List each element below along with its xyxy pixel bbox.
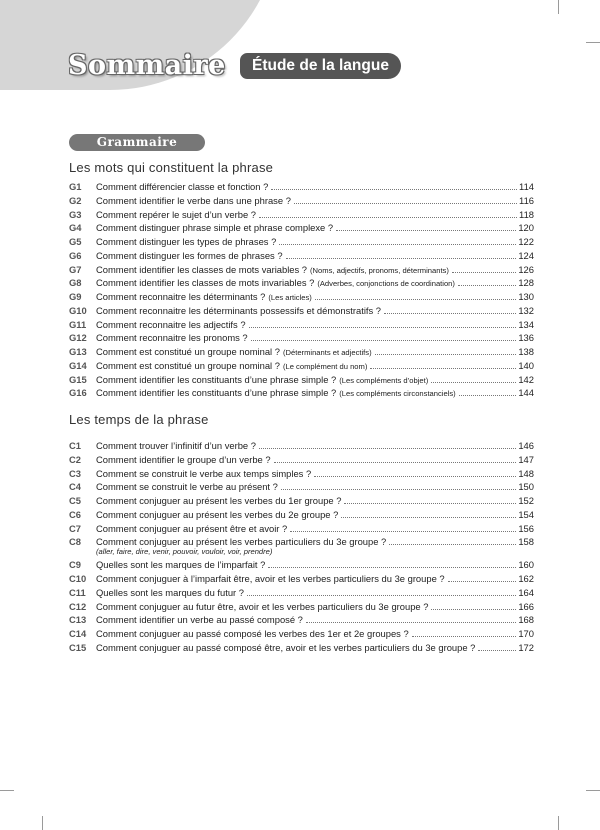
- dot-leader: [294, 203, 517, 204]
- group-title: Les temps de la phrase: [69, 412, 209, 427]
- dot-leader: [268, 567, 516, 568]
- entry-page-number: 164: [518, 586, 534, 598]
- toc-entry[interactable]: [69, 181, 534, 195]
- crop-mark: [586, 42, 600, 43]
- entry-page-number: 158: [518, 536, 534, 548]
- entry-note: (Le complément du nom): [282, 361, 368, 371]
- dot-leader: [370, 368, 516, 369]
- entry-code: C6: [69, 508, 81, 520]
- toc-entry[interactable]: [69, 642, 534, 656]
- entry-page-number: 140: [518, 359, 534, 371]
- dot-leader: [274, 462, 517, 463]
- entry-title: Comment identifier les classes de mots invariables ?: [96, 277, 315, 289]
- entry-page-number: 162: [518, 573, 534, 584]
- entry-page-number: 138: [518, 346, 534, 357]
- entry-code: G8: [69, 277, 82, 289]
- entry-title: Comment conjuguer au présent les verbes du 1er groupe ?: [96, 495, 342, 506]
- entry-note: (Les articles): [268, 293, 312, 302]
- toc-entry[interactable]: [69, 195, 534, 209]
- entry-title: Comment identifier un verbe au passé composé ?: [96, 614, 303, 626]
- crop-mark: [586, 790, 600, 791]
- entry-title: Comment identifier le groupe d’un verbe ?: [96, 453, 271, 465]
- dot-leader: [279, 244, 516, 245]
- dot-leader: [448, 581, 517, 582]
- entry-code: C4: [69, 481, 81, 493]
- entry-code: C9: [69, 559, 81, 571]
- toc-entry[interactable]: [69, 291, 534, 305]
- entry-page-number: 148: [518, 467, 534, 479]
- entry-title: Comment conjuguer au futur être, avoir et les verbes particuliers du 3e groupe ?: [96, 600, 429, 612]
- dot-leader: [459, 395, 517, 396]
- dot-leader: [431, 609, 516, 610]
- entry-title: Quelles sont les marques du futur ?: [96, 586, 244, 598]
- entry-title: Comment distinguer les types de phrases ?: [96, 236, 277, 247]
- entry-title: Comment conjuguer au présent les verbes particuliers du 3e groupe ?: [96, 536, 387, 548]
- entry-title: Comment reconnaitre les déterminants ?: [96, 291, 266, 302]
- entry-title: Comment reconnaitre les adjectifs ?: [96, 318, 246, 330]
- toc-entry[interactable]: [69, 250, 534, 264]
- entry-page-number: 124: [518, 249, 534, 261]
- entry-code: C5: [69, 495, 81, 506]
- crop-mark: [42, 816, 43, 830]
- entry-code: G1: [69, 181, 82, 192]
- toc-entry[interactable]: [69, 454, 534, 468]
- entry-code: G9: [69, 291, 82, 302]
- entry-note: (Déterminants et adjectifs): [282, 348, 372, 357]
- entry-page-number: 122: [518, 236, 534, 247]
- dot-leader: [344, 503, 516, 504]
- toc-entry[interactable]: [69, 360, 534, 374]
- entry-code: C1: [69, 440, 81, 451]
- entry-page-number: 128: [518, 277, 534, 289]
- toc-entry[interactable]: [69, 587, 534, 601]
- dot-leader: [315, 299, 517, 300]
- entry-page-number: 150: [518, 481, 534, 493]
- entry-page-number: 172: [518, 641, 534, 653]
- group-title: Les mots qui constituent la phrase: [69, 160, 274, 175]
- entry-title: Comment identifier les constituants d’une phrase simple ?: [96, 373, 337, 385]
- crop-mark: [0, 790, 14, 791]
- entry-page-number: 144: [518, 387, 534, 399]
- entry-title: Comment reconnaitre les déterminants possessifs et démonstratifs ?: [96, 304, 382, 316]
- dot-leader: [290, 531, 516, 532]
- dot-leader: [431, 382, 516, 383]
- entry-code: C10: [69, 573, 87, 584]
- toc-entry[interactable]: [69, 209, 534, 223]
- dot-leader: [384, 313, 516, 314]
- entry-title: Comment conjuguer à l’imparfait être, avoir et les verbes particuliers du 3e groupe ?: [96, 573, 445, 584]
- entry-page-number: 154: [518, 508, 534, 520]
- entry-code: G16: [69, 387, 87, 399]
- entry-title: Comment conjuguer au passé composé être, avoir et les verbes particuliers du 3e groupe ?: [96, 641, 476, 653]
- entry-note: (Les compléments circonstanciels): [339, 389, 456, 399]
- dot-leader: [336, 230, 516, 231]
- entry-page-number: 146: [518, 440, 534, 451]
- entry-code: G4: [69, 222, 82, 234]
- page-title: Sommaire: [68, 50, 226, 81]
- toc-entry[interactable]: [69, 523, 534, 537]
- toc-entry[interactable]: [69, 264, 534, 278]
- entry-title: Comment différencier classe et fonction ?: [96, 181, 269, 192]
- toc-entry[interactable]: [69, 236, 534, 250]
- dot-leader: [249, 327, 517, 328]
- dot-leader: [412, 636, 517, 637]
- entry-title: Comment repérer le sujet d’un verbe ?: [96, 208, 256, 220]
- crop-mark: [558, 816, 559, 830]
- section-label: Grammaire: [69, 134, 205, 151]
- entry-title: Comment identifier le verbe dans une phrase ?: [96, 194, 291, 206]
- toc-list: [69, 440, 534, 656]
- entry-page-number: 130: [518, 291, 534, 302]
- dot-leader: [458, 285, 516, 286]
- toc-entry[interactable]: [69, 495, 534, 509]
- entry-page-number: 168: [518, 614, 534, 626]
- toc-entry[interactable]: [69, 222, 534, 236]
- toc-entry[interactable]: [69, 387, 534, 401]
- entry-code: G15: [69, 373, 87, 385]
- entry-code: G10: [69, 304, 87, 316]
- dot-leader: [478, 650, 516, 651]
- entry-code: G2: [69, 194, 82, 206]
- entry-code: G14: [69, 359, 87, 371]
- entry-code: C14: [69, 628, 87, 639]
- toc-entry[interactable]: [69, 332, 534, 346]
- dot-leader: [259, 217, 517, 218]
- entry-title: Comment se construit le verbe au présent ?: [96, 481, 278, 493]
- entry-note: (Adverbes, conjonctions de coordination): [317, 279, 455, 289]
- dot-leader: [259, 448, 516, 449]
- dot-leader: [306, 622, 516, 623]
- toc-entry[interactable]: [69, 319, 534, 333]
- dot-leader: [341, 517, 516, 518]
- entry-page-number: 170: [518, 628, 534, 639]
- toc-entry[interactable]: [69, 277, 534, 291]
- entry-page-number: 152: [518, 495, 534, 506]
- entry-code: C15: [69, 641, 87, 653]
- entry-page-number: 136: [518, 332, 534, 344]
- entry-code: G3: [69, 208, 82, 220]
- entry-title: Comment se construit le verbe aux temps simples ?: [96, 467, 312, 479]
- entry-code: G12: [69, 332, 87, 344]
- dot-leader: [251, 340, 517, 341]
- dot-leader: [375, 354, 517, 355]
- dot-leader: [286, 258, 517, 259]
- toc-entry[interactable]: [69, 573, 534, 587]
- entry-title: Quelles sont les marques de l’imparfait ?: [96, 559, 266, 571]
- entry-code: C3: [69, 467, 81, 479]
- dot-leader: [452, 272, 516, 273]
- dot-leader: [314, 476, 516, 477]
- entry-page-number: 132: [518, 304, 534, 316]
- dot-leader: [271, 189, 517, 190]
- toc-entry[interactable]: [69, 559, 534, 573]
- entry-note: (Noms, adjectifs, pronoms, déterminants): [310, 265, 449, 275]
- dot-leader: [281, 489, 516, 490]
- entry-code: C12: [69, 600, 87, 612]
- toc-entry[interactable]: [69, 601, 534, 615]
- entry-title: Comment conjuguer au passé composé les verbes des 1er et 2e groupes ?: [96, 628, 409, 639]
- entry-title: Comment est constitué un groupe nominal ?: [96, 359, 280, 371]
- toc-entry[interactable]: [69, 440, 534, 454]
- entry-page-number: 120: [518, 222, 534, 234]
- toc-entry[interactable]: [69, 614, 534, 628]
- entry-title: Comment conjuguer au présent les verbes du 2e groupe ?: [96, 508, 339, 520]
- entry-code: G6: [69, 249, 82, 261]
- entry-page-number: 156: [518, 522, 534, 534]
- entry-code: C2: [69, 453, 81, 465]
- entry-note: (Les compléments d’objet): [339, 375, 429, 385]
- entry-title: Comment trouver l’infinitif d’un verbe ?: [96, 440, 256, 451]
- toc-list: [69, 181, 534, 401]
- entry-code: G13: [69, 346, 87, 357]
- entry-title: Comment est constitué un groupe nominal ?: [96, 346, 280, 357]
- entry-code: C8: [69, 536, 81, 548]
- toc-entry[interactable]: [69, 346, 534, 360]
- entry-title: Comment distinguer les formes de phrases ?: [96, 249, 283, 261]
- toc-entry[interactable]: [69, 481, 534, 495]
- entry-page-number: 116: [519, 194, 534, 206]
- entry-page-number: 118: [519, 208, 534, 220]
- entry-page-number: 134: [518, 318, 534, 330]
- entry-title: Comment identifier les classes de mots variables ?: [96, 263, 308, 275]
- entry-title: Comment reconnaitre les pronoms ?: [96, 332, 248, 344]
- entry-page-number: 114: [519, 181, 534, 192]
- toc-entry[interactable]: [69, 509, 534, 523]
- dot-leader: [389, 544, 516, 545]
- entry-title: Comment distinguer phrase simple et phrase complexe ?: [96, 222, 334, 234]
- entry-page-number: 166: [518, 600, 534, 612]
- toc-entry[interactable]: [69, 305, 534, 319]
- entry-page-number: 126: [518, 263, 534, 275]
- toc-entry[interactable]: [69, 374, 534, 388]
- entry-page-number: 147: [518, 453, 534, 465]
- entry-page-number: 160: [518, 559, 534, 571]
- entry-code: G5: [69, 236, 82, 247]
- entry-code: C11: [69, 586, 86, 598]
- entry-code: C13: [69, 614, 87, 626]
- entry-page-number: 142: [518, 373, 534, 385]
- entry-subnote: (aller, faire, dire, venir, pouvoir, vouloir, voir, prendre): [96, 547, 273, 557]
- crop-mark: [558, 0, 559, 14]
- toc-entry[interactable]: [69, 628, 534, 642]
- subject-badge: Étude de la langue: [240, 53, 401, 79]
- entry-code: C7: [69, 522, 81, 534]
- toc-entry[interactable]: [69, 468, 534, 482]
- toc-entry[interactable]: [69, 536, 534, 559]
- entry-title: Comment conjuguer au présent être et avoir ?: [96, 522, 288, 534]
- entry-code: G7: [69, 263, 82, 275]
- entry-code: G11: [69, 318, 87, 330]
- dot-leader: [247, 595, 516, 596]
- entry-title: Comment identifier les constituants d’une phrase simple ?: [96, 387, 337, 399]
